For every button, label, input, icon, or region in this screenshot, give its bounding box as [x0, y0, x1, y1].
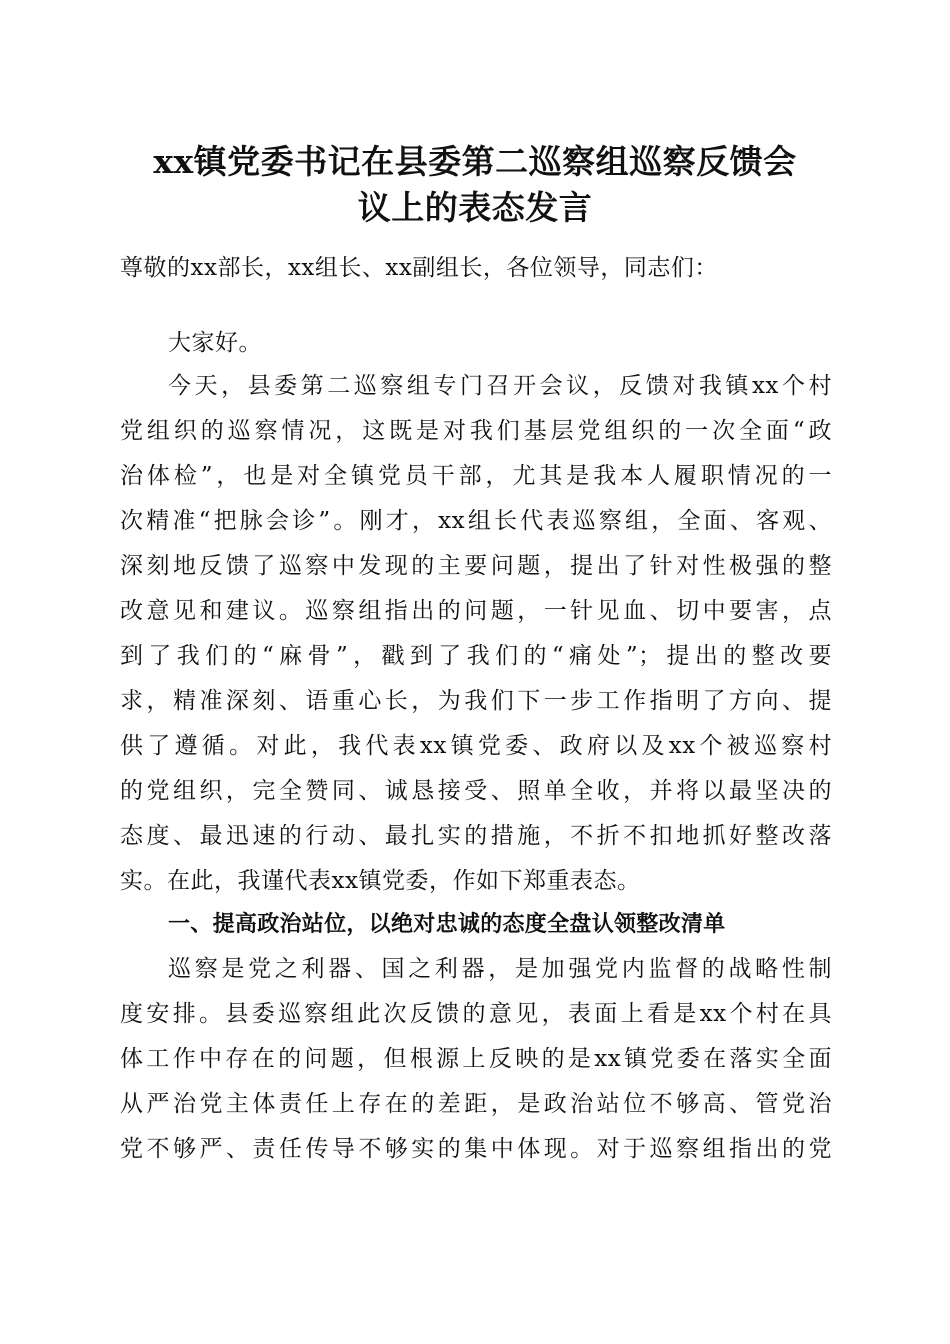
paragraph-line: 度安排。县委巡察组此次反馈的意见，表面上看是xx个村在具	[120, 1001, 832, 1027]
paragraph-line: 到了我们的“麻骨”，戳到了我们的“痛处”；提出的整改要	[120, 643, 832, 669]
paragraph-line: 今天，县委第二巡察组专门召开会议，反馈对我镇xx个村	[168, 373, 832, 399]
paragraph-line: 实。在此，我谨代表xx镇党委，作如下郑重表态。	[120, 868, 641, 894]
paragraph-line: 求，精准深刻、语重心长，为我们下一步工作指明了方向、提	[120, 688, 832, 714]
paragraph-line: 巡察是党之利器、国之利器，是加强党内监督的战略性制	[168, 956, 832, 982]
greeting: 大家好。	[168, 330, 262, 356]
paragraph-line: 党组织的巡察情况，这既是对我们基层党组织的一次全面“政	[120, 418, 832, 444]
paragraph-line: 从严治党主体责任上存在的差距，是政治站位不够高、管党治	[120, 1091, 832, 1117]
paragraph-line: 深刻地反馈了巡察中发现的主要问题，提出了针对性极强的整	[120, 553, 832, 579]
paragraph-line: 体工作中存在的问题，但根源上反映的是xx镇党委在落实全面	[120, 1046, 832, 1072]
paragraph-line: 态度、最迅速的行动、最扎实的措施，不折不扣地抓好整改落	[120, 823, 832, 849]
salutation: 尊敬的xx部长，xx组长、xx副组长，各位领导，同志们：	[120, 255, 718, 281]
paragraph-line: 的党组织，完全赞同、诚恳接受、照单全收，并将以最坚决的	[120, 778, 832, 804]
paragraph-line: 改意见和建议。巡察组指出的问题，一针见血、切中要害，点	[120, 598, 832, 624]
document-title-line-2: 议上的表态发言	[357, 188, 593, 227]
paragraph-line: 次精准“把脉会诊”。刚才，xx组长代表巡察组，全面、客观、	[120, 508, 832, 534]
paragraph-line: 供了遵循。对此，我代表xx镇党委、政府以及xx个被巡察村	[120, 733, 832, 759]
section-heading: 一、提高政治站位，以绝对忠诚的态度全盘认领整改清单	[168, 912, 726, 937]
paragraph-line: 党不够严、责任传导不够实的集中体现。对于巡察组指出的党	[120, 1136, 832, 1162]
paragraph-line: 治体检”，也是对全镇党员干部，尤其是我本人履职情况的一	[120, 463, 832, 489]
document-title-line-1: xx镇党委书记在县委第二巡察组巡察反馈会	[153, 142, 797, 181]
